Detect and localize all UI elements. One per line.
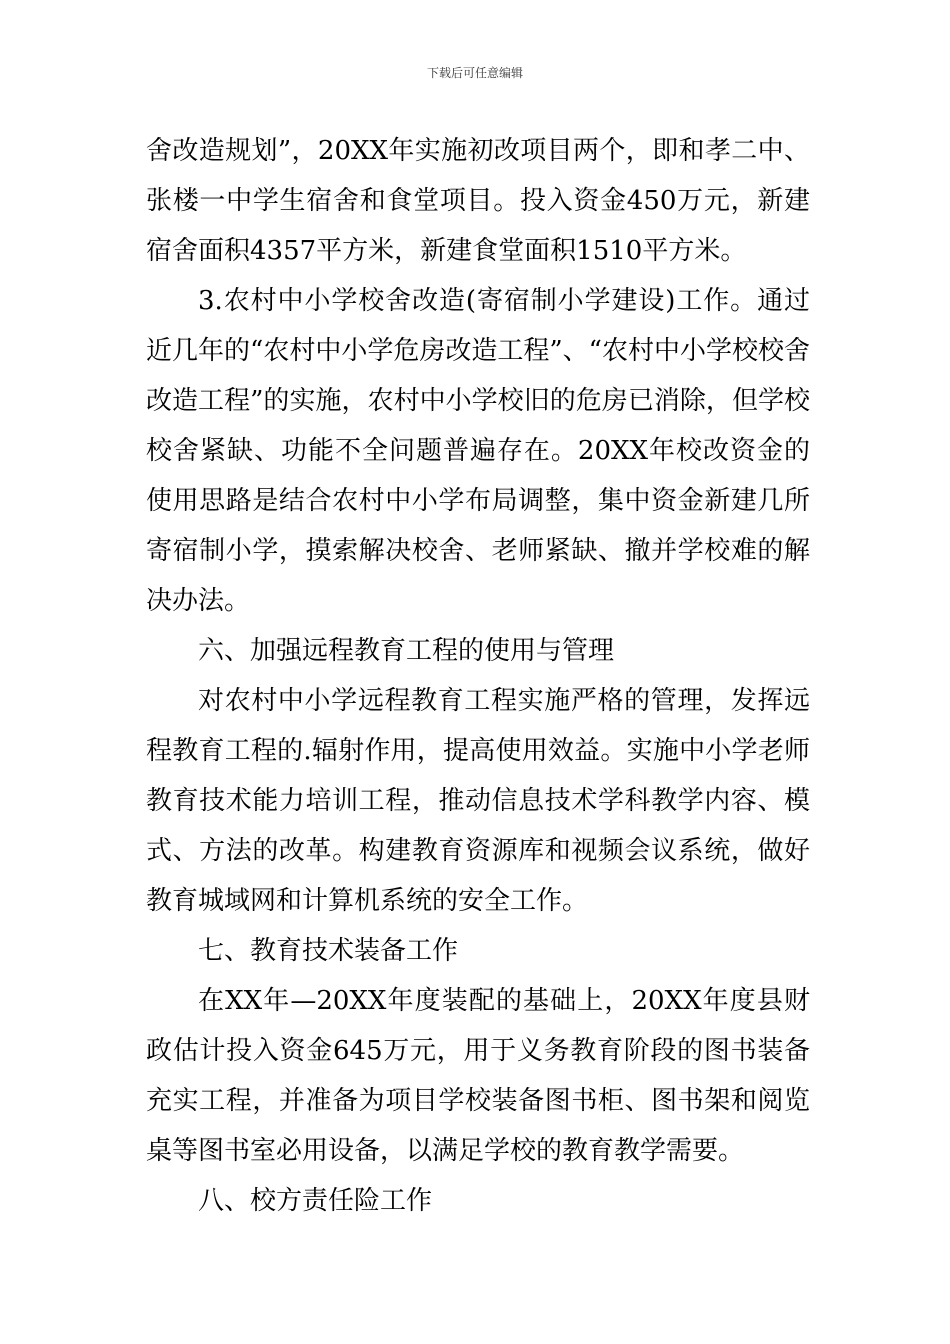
section-heading-distance-education: 六、加强远程教育工程的使用与管理 [198, 636, 615, 666]
paragraph-dorm-canteen-project: 舍改造规划”，20XX年实施初改项目两个，即和孝二中、张楼一中学生宿舍和食堂项目。投入资金450万元，新建宿舍面积4357平方米，新建食堂面积1510平方米。 [146, 136, 810, 266]
paragraph-equipment: 在XX年—20XX年度装配的基础上，20XX年度县财政估计投入资金645万元，用于义务教育阶段的图书装备充实工程，并准备为项目学校装备图书柜、图书架和阅览桌等图书室必用设备，以满足学校的教育教学需要。 [146, 986, 810, 1166]
paragraph-rural-school-renovation: 3.农村中小学校舍改造(寄宿制小学建设)工作。通过近几年的“农村中小学危房改造工程”、“农村中小学校校舍改造工程”的实施，农村中小学校旧的危房已消除，但学校校舍紧缺、功能不全问题普遍存在。20XX年校改资金的使用思路是结合农村中小学布局调整，集中资金新建几所寄宿制小学，摸索解决校舍、老师紧缺、撤并学校难的解决办法。 [146, 286, 810, 616]
section-heading-equipment: 七、教育技术装备工作 [198, 936, 459, 966]
section-heading-liability-insurance: 八、校方责任险工作 [198, 1186, 433, 1216]
page-header: 下载后可任意编辑 [426, 66, 523, 80]
document-body [146, 126, 810, 1226]
paragraph-distance-education: 对农村中小学远程教育工程实施严格的管理，发挥远程教育工程的.辐射作用，提高使用效益。实施中小学老师教育技术能力培训工程，推动信息技术学科教学内容、模式、方法的改革。构建教育资源库和视频会议系统，做好教育城域网和计算机系统的安全工作。 [146, 686, 810, 916]
